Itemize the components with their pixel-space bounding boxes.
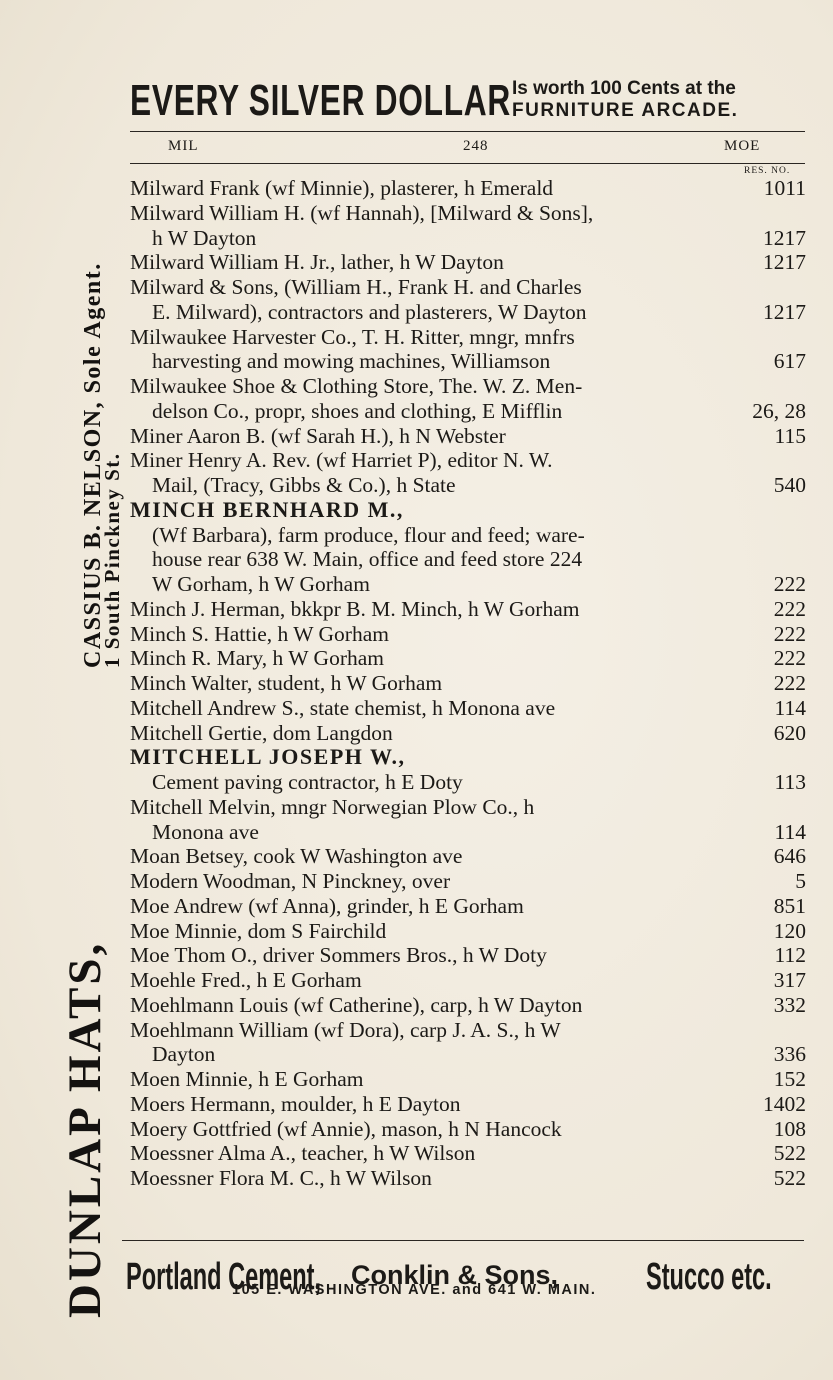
entry-text: Moe Minnie, dom S Fairchild — [130, 918, 387, 943]
entry-residence-number: 120 — [773, 918, 806, 943]
entry-text: Mail, (Tracy, Gibbs & Co.), h State — [152, 473, 456, 497]
directory-entry — [130, 993, 806, 1018]
entry-residence-number: 336 — [773, 1042, 806, 1067]
entry-text: Minch J. Herman, bkkpr B. M. Minch, h W Gorham — [130, 596, 580, 621]
entry-text: Mitchell Melvin, mngr Norwegian Plow Co., h — [130, 794, 535, 819]
entry-residence-number: 620 — [773, 720, 806, 745]
entry-residence-number: 1402 — [763, 1091, 806, 1116]
entry-text: Minch R. Mary, h W Gorham — [130, 646, 384, 671]
entry-text: E. Milward), contractors and plasterers, W Dayton — [152, 299, 587, 324]
page-number: 248 — [463, 138, 489, 154]
directory-entry — [130, 770, 806, 795]
entry-text: Mitchell Andrew S., state chemist, h Monona ave — [130, 695, 556, 720]
directory-entry — [130, 275, 806, 300]
entry-residence-number: 114 — [774, 695, 806, 720]
banner-main-text: EVERY SILVER DOLLAR — [130, 76, 511, 125]
entry-residence-number: 1011 — [763, 176, 806, 200]
header-rule-bottom — [130, 163, 805, 164]
banner-sub-text-1: Is worth 100 Cents at the — [512, 78, 736, 99]
directory-entry — [130, 547, 806, 572]
entry-text: Milwaukee Harvester Co., T. H. Ritter, mngr, mnfrs — [130, 324, 575, 349]
entry-residence-number: 108 — [773, 1116, 806, 1141]
res-no-label: RES. NO. — [744, 166, 791, 176]
footer-address: 105 E. WASHINGTON AVE. and 641 W. MAIN. — [232, 1282, 597, 1298]
directory-entry — [130, 176, 806, 201]
entry-text: Moe Thom O., driver Sommers Bros., h W Doty — [130, 943, 547, 968]
header-rule-top — [130, 131, 805, 132]
entry-text: Moessner Flora M. C., h W Wilson — [130, 1166, 432, 1190]
directory-entry — [130, 622, 806, 647]
entry-residence-number: 222 — [773, 572, 806, 596]
directory-entry — [130, 523, 806, 548]
directory-entry — [130, 349, 806, 374]
directory-entry — [130, 968, 806, 993]
entry-text: h W Dayton — [152, 225, 257, 250]
directory-entry — [130, 1117, 806, 1142]
entry-text: (Wf Barbara), farm produce, flour and feed; ware- — [152, 522, 585, 547]
directory-entry — [130, 473, 806, 498]
entry-text: Milward & Sons, (William H., Frank H. and Charles — [130, 275, 582, 299]
entry-residence-number: 114 — [774, 819, 806, 844]
directory-entry — [130, 869, 806, 894]
entry-text: Milward William H. Jr., lather, h W Dayton — [130, 250, 504, 275]
entry-residence-number: 152 — [773, 1067, 806, 1091]
directory-entry — [130, 671, 806, 696]
entry-residence-number: 5 — [795, 869, 806, 893]
entry-residence-number: 317 — [773, 968, 806, 992]
directory-entry — [130, 399, 806, 424]
directory-entry — [130, 721, 806, 746]
entry-text: W Gorham, h W Gorham — [152, 572, 370, 596]
directory-entry — [130, 300, 806, 325]
entry-residence-number: 222 — [773, 621, 806, 646]
entry-text: Moan Betsey, cook W Washington ave — [130, 844, 463, 869]
entry-text: Miner Henry A. Rev. (wf Harriet P), editor N. W. — [130, 448, 553, 473]
entry-residence-number: 222 — [773, 596, 806, 621]
header-banner — [130, 78, 810, 128]
banner-sub-text-2: FURNITURE ARCADE. — [512, 100, 739, 121]
directory-entry — [130, 820, 806, 845]
side-advertisement — [0, 0, 124, 1380]
directory-entry — [130, 226, 806, 251]
entry-text: Moehle Fred., h E Gorham — [130, 968, 362, 992]
directory-entry — [130, 572, 806, 597]
directory-entry — [130, 1141, 806, 1166]
entry-text: MITCHELL JOSEPH W., — [130, 744, 406, 770]
entry-text: Moen Minnie, h E Gorham — [130, 1067, 364, 1091]
side-ad-agent: CASSIUS B. NELSON, Sole Agent. — [80, 262, 106, 668]
directory-entry — [130, 1166, 806, 1191]
entry-residence-number: 1217 — [763, 250, 806, 275]
directory-entry — [130, 919, 806, 944]
directory-entry — [130, 325, 806, 350]
footer-rule — [122, 1240, 804, 1241]
entry-heading — [130, 498, 806, 523]
directory-entry — [130, 844, 806, 869]
directory-entry — [130, 1067, 806, 1092]
directory-entry — [130, 1042, 806, 1067]
directory-entry — [130, 1092, 806, 1117]
directory-entry — [130, 894, 806, 919]
directory-entry — [130, 448, 806, 473]
directory-entry — [130, 250, 806, 275]
footer-ad-stucco: Stucco etc. — [646, 1256, 772, 1298]
side-ad-address: 1 South Pinckney St. — [100, 452, 124, 668]
entry-text: Minch S. Hattie, h W Gorham — [130, 621, 389, 646]
directory-entry — [130, 424, 806, 449]
entry-text: Modern Woodman, N Pinckney, over — [130, 869, 451, 893]
entry-residence-number: 1217 — [763, 225, 806, 250]
entry-text: Miner Aaron B. (wf Sarah H.), h N Webster — [130, 423, 506, 448]
directory-entry — [130, 597, 806, 622]
running-head-left: MIL — [168, 138, 199, 154]
directory-entry — [130, 696, 806, 721]
entry-residence-number: 1217 — [763, 299, 806, 324]
entry-text: Moe Andrew (wf Anna), grinder, h E Gorham — [130, 893, 524, 918]
entry-text: Milward Frank (wf Minnie), plasterer, h Emerald — [130, 176, 554, 200]
entry-text: Moehlmann William (wf Dora), carp J. A. S., h W — [130, 1017, 561, 1042]
entry-text: Dayton — [152, 1042, 216, 1067]
entry-residence-number: 540 — [773, 473, 806, 497]
entry-text: Moessner Alma A., teacher, h W Wilson — [130, 1141, 476, 1166]
entry-text: harvesting and mowing machines, Williamson — [152, 349, 551, 374]
footer-ad-conklin: Conklin & Sons, — [351, 1260, 559, 1290]
directory-entry — [130, 374, 806, 399]
entry-text: house rear 638 W. Main, office and feed store 224 — [152, 547, 583, 572]
directory-entry — [130, 943, 806, 968]
entry-text: Moery Gottfried (wf Annie), mason, h N Hancock — [130, 1116, 562, 1141]
entry-text: MINCH BERNHARD M., — [130, 496, 404, 522]
directory-entries — [130, 176, 806, 1191]
directory-entry — [130, 1018, 806, 1043]
running-head — [130, 138, 805, 158]
entry-text: Mitchell Gertie, dom Langdon — [130, 720, 393, 745]
entry-residence-number: 522 — [773, 1141, 806, 1166]
side-ad-main: DUNLAP HATS, — [59, 940, 111, 1318]
entry-text: Minch Walter, student, h W Gorham — [130, 671, 443, 695]
entry-residence-number: 113 — [774, 770, 806, 794]
entry-text: Moers Hermann, moulder, h E Dayton — [130, 1091, 461, 1116]
running-head-right: MOE — [724, 138, 761, 154]
entry-heading — [130, 745, 806, 770]
entry-text: Cement paving contractor, h E Doty — [152, 770, 463, 794]
directory-entry — [130, 646, 806, 671]
entry-residence-number: 222 — [773, 646, 806, 671]
entry-residence-number: 26, 28 — [752, 398, 806, 423]
directory-entry — [130, 795, 806, 820]
entry-text: delson Co., propr, shoes and clothing, E Mifflin — [152, 398, 563, 423]
directory-entry — [130, 201, 806, 226]
entry-text: Monona ave — [152, 819, 259, 844]
entry-residence-number: 222 — [773, 671, 806, 695]
entry-residence-number: 617 — [773, 349, 806, 374]
entry-residence-number: 115 — [774, 423, 806, 448]
entry-residence-number: 851 — [773, 893, 806, 918]
entry-text: Milward William H. (wf Hannah), [Milward & Sons], — [130, 200, 594, 225]
entry-residence-number: 112 — [774, 943, 806, 968]
entry-text: Milwaukee Shoe & Clothing Store, The. W. Z. Men- — [130, 374, 583, 398]
entry-residence-number: 646 — [773, 844, 806, 869]
entry-text: Moehlmann Louis (wf Catherine), carp, h W Dayton — [130, 992, 583, 1017]
entry-residence-number: 332 — [773, 992, 806, 1017]
footer-ad-portland: Portland Cement, — [126, 1256, 322, 1298]
entry-residence-number: 522 — [773, 1166, 806, 1190]
